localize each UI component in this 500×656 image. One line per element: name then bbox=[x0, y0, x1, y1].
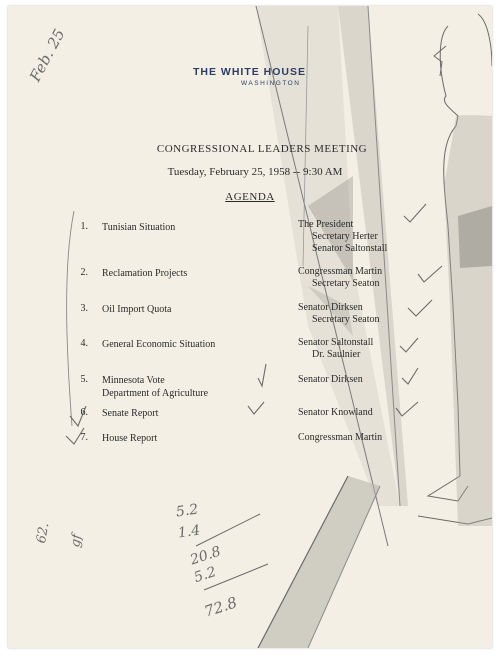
agenda-item-number: 3. bbox=[80, 303, 88, 314]
agenda-attendee: Secretary Seaton bbox=[312, 278, 380, 289]
letterhead-title: THE WHITE HOUSE bbox=[193, 66, 307, 78]
agenda-item-number: 2. bbox=[80, 267, 88, 278]
agenda-attendee: Secretary Herter bbox=[312, 231, 378, 242]
handwritten-number: 1.4 bbox=[176, 522, 202, 542]
agenda-attendee: Senator Dirksen bbox=[298, 302, 363, 313]
handwritten-note: 62. bbox=[34, 521, 53, 545]
pencil-sketch bbox=[8, 6, 492, 648]
agenda-item-number: 5. bbox=[80, 374, 88, 385]
agenda-attendee: Congressman Martin bbox=[298, 432, 383, 443]
handwritten-date: Feb. 25 bbox=[26, 25, 69, 85]
agenda-item-number: 6. bbox=[80, 407, 88, 418]
agenda-item-title: Department of Agriculture bbox=[102, 388, 209, 399]
agenda-item-title: Reclamation Projects bbox=[102, 268, 188, 279]
document-page bbox=[8, 6, 492, 648]
agenda-attendee: Senator Saltonstall bbox=[312, 243, 388, 254]
agenda-attendee: The President bbox=[298, 219, 354, 230]
agenda-attendee: Dr. Saulnier bbox=[312, 349, 361, 360]
agenda-item-title: Minnesota Vote bbox=[102, 375, 165, 386]
agenda-attendee: Senator Saltonstall bbox=[298, 337, 374, 348]
letterhead bbox=[193, 66, 306, 87]
meeting-title: CONGRESSIONAL LEADERS MEETING bbox=[156, 143, 368, 155]
agenda-item-title: Senate Report bbox=[102, 408, 159, 419]
agenda-attendee: Secretary Seaton bbox=[312, 314, 380, 325]
meeting-date: Tuesday, February 25, 1958 -- 9:30 AM bbox=[167, 166, 343, 178]
agenda-attendee: Senator Knowland bbox=[298, 407, 373, 418]
agenda-item-title: Tunisian Situation bbox=[102, 222, 176, 233]
agenda-item-number: 1. bbox=[80, 221, 88, 232]
agenda-heading: AGENDA bbox=[225, 191, 275, 203]
agenda-attendee: Senator Dirksen bbox=[298, 374, 363, 385]
handwritten-number: 5.2 bbox=[192, 563, 219, 587]
agenda-item-number: 4. bbox=[80, 338, 88, 349]
letterhead-subtitle: WASHINGTON bbox=[241, 80, 301, 87]
handwritten-total: 72.8 bbox=[202, 593, 240, 621]
agenda-item-title: Oil Import Quota bbox=[102, 304, 172, 315]
handwritten-number: 20.8 bbox=[188, 543, 223, 569]
handwritten-number: 5.2 bbox=[174, 501, 200, 521]
agenda-attendee: Congressman Martin bbox=[298, 266, 383, 277]
agenda-item-title: House Report bbox=[102, 433, 158, 444]
handwritten-note: gf bbox=[68, 533, 86, 549]
agenda-item-title: General Economic Situation bbox=[102, 339, 216, 350]
agenda-item-number: 7. bbox=[80, 432, 88, 443]
